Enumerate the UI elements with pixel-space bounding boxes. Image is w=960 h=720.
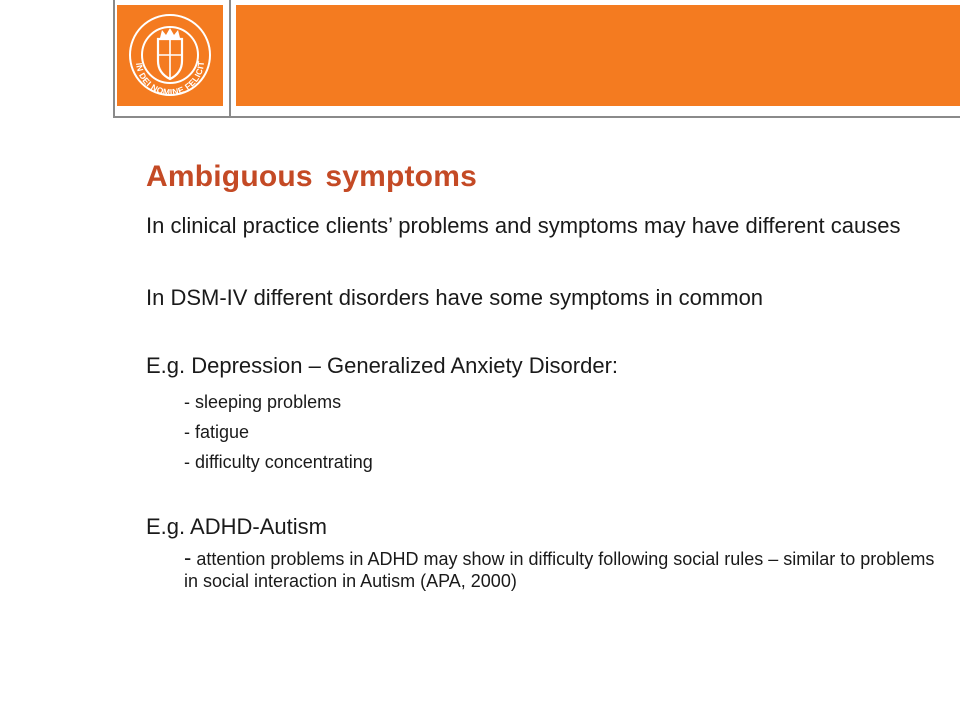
paragraph-adhd-autism: E.g. ADHD-Autism xyxy=(146,514,327,539)
header-frame-bottom-line xyxy=(113,116,960,118)
university-seal-icon xyxy=(117,5,223,106)
paragraph-depression-gad: E.g. Depression – Generalized Anxiety Disorder: xyxy=(146,353,619,378)
logo-box xyxy=(117,5,223,106)
header-frame-left-line xyxy=(113,0,115,118)
paragraph-clinical-practice: In clinical practice clients’ problems and symptoms may have different causes xyxy=(146,213,901,238)
paragraph-adhd-detail xyxy=(146,547,936,592)
header-divider-line xyxy=(229,0,231,116)
slide-content xyxy=(146,214,936,592)
list-item: - sleeping problems xyxy=(184,392,342,412)
list-item: - difficulty concentrating xyxy=(184,452,373,472)
paragraph-dsm-iv: In DSM-IV different disorders have some symptoms in common xyxy=(146,285,764,310)
detail-dash: - xyxy=(184,545,192,570)
slide-title: Ambiguous symptoms xyxy=(146,160,477,193)
slide-header xyxy=(0,0,960,120)
list-item: - fatigue xyxy=(184,422,250,442)
header-accent-bar xyxy=(236,5,960,106)
seal-motto: IN DEI NOMINE FELICIT xyxy=(134,60,207,98)
detail-text: attention problems in ADHD may show in difficulty following social rules – similar to problems in social interaction in Autism (APA, 2000) xyxy=(184,549,935,591)
